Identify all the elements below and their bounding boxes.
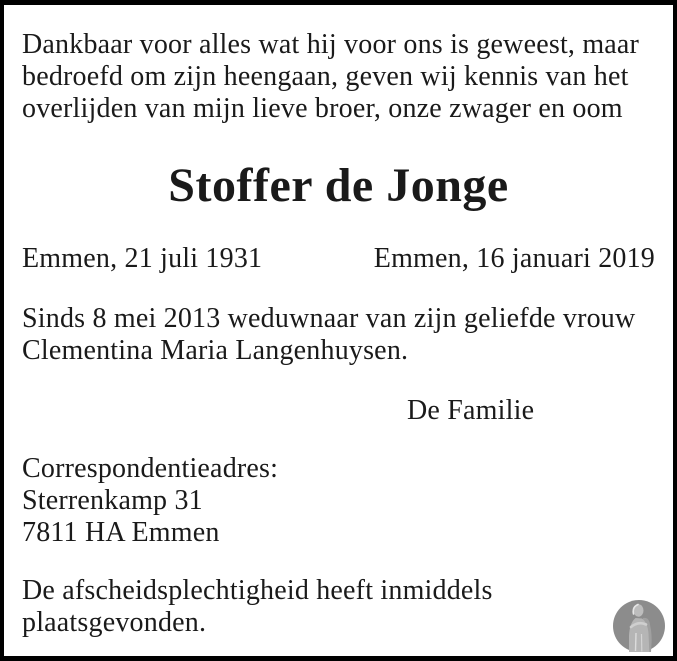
correspondence-address-block	[22, 453, 655, 549]
correspondence-city: 7811 HA Emmen	[22, 517, 220, 548]
deceased-name: Stoffer de Jonge	[168, 159, 509, 212]
birth-place-date: Emmen, 21 juli 1931	[22, 243, 263, 274]
ceremony-line: plaatsgevonden.	[22, 607, 207, 638]
ceremony-note	[22, 575, 655, 639]
intro-line: Dankbaar voor alles wat hij voor ons is geweest, maar	[22, 29, 640, 60]
memorial-figure-logo-icon	[613, 600, 665, 652]
family-signature: De Familie	[407, 395, 535, 426]
intro-paragraph	[22, 29, 655, 125]
death-place-date: Emmen, 16 januari 2019	[373, 243, 655, 274]
correspondence-street: Sterrenkamp 31	[22, 485, 203, 516]
widower-line: Sinds 8 mei 2013 weduwnaar van zijn geliefde vrouw	[22, 303, 636, 334]
widower-line: Clementina Maria Langenhuysen.	[22, 335, 409, 366]
intro-line: overlijden van mijn lieve broer, onze zwager en oom	[22, 93, 623, 124]
widower-paragraph	[22, 303, 655, 367]
ceremony-line: De afscheidsplechtigheid heeft inmiddels	[22, 575, 493, 606]
life-dates-row	[22, 243, 655, 275]
intro-line: bedroefd om zijn heengaan, geven wij kennis van het	[22, 61, 629, 92]
correspondence-label: Correspondentieadres:	[22, 453, 279, 484]
